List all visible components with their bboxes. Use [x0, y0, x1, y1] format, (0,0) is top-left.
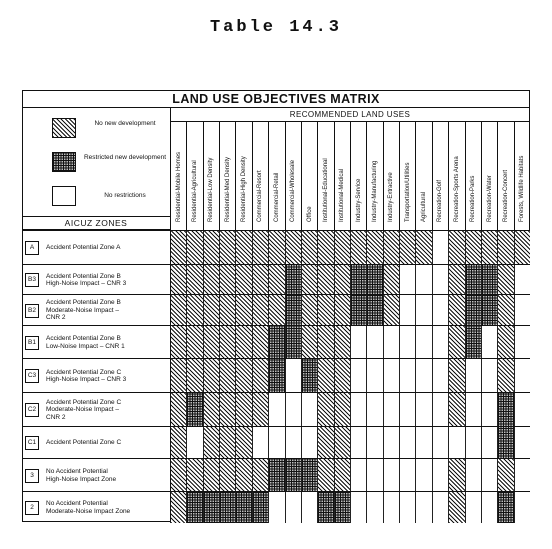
matrix-cell: [252, 326, 268, 359]
matrix-cell: [481, 427, 497, 459]
matrix-cell: [366, 427, 382, 459]
matrix-cell: [252, 427, 268, 459]
matrix-cell: [268, 326, 284, 359]
matrix-cell: [285, 427, 301, 459]
matrix-cell: [317, 265, 333, 295]
land-use-label: Residential-High Density: [241, 156, 248, 222]
matrix-cell: [448, 265, 464, 295]
land-use-label: Office: [306, 206, 313, 222]
matrix-cell: [465, 326, 481, 359]
matrix-cell: [235, 459, 251, 492]
matrix-cell: [334, 265, 350, 295]
matrix-cell: [334, 393, 350, 427]
matrix-cell: [481, 295, 497, 326]
matrix-cell: [481, 326, 497, 359]
matrix-cell: [334, 359, 350, 393]
legend-item-restricted: [52, 150, 170, 176]
matrix-cell: [383, 231, 399, 265]
matrix-cell: [383, 393, 399, 427]
matrix-cell: [497, 393, 513, 427]
zone-row: [22, 230, 530, 264]
matrix-cell: [203, 393, 219, 427]
matrix-cell: [235, 326, 251, 359]
matrix-cell: [399, 427, 415, 459]
matrix-cell: [285, 459, 301, 492]
zone-code: C3: [25, 369, 39, 383]
land-use-label: Transportation/Utilities: [404, 162, 411, 222]
matrix-cell: [399, 295, 415, 326]
matrix-cell: [432, 231, 448, 265]
matrix-cell: [301, 459, 317, 492]
matrix-cell: [448, 492, 464, 523]
matrix-cell: [383, 459, 399, 492]
legend-label: Restricted new development: [83, 154, 166, 161]
zone-code: C2: [25, 403, 39, 417]
matrix-cell: [203, 265, 219, 295]
land-use-header: [350, 122, 366, 230]
matrix-cell: [170, 393, 186, 427]
matrix-cell: [432, 427, 448, 459]
matrix-cell: [399, 231, 415, 265]
matrix-cell: [432, 492, 448, 523]
zone-cells: [170, 359, 530, 393]
legend-item-no-restrictions: [52, 184, 170, 210]
matrix-cell: [285, 359, 301, 393]
matrix-cell: [219, 393, 235, 427]
matrix-cell: [366, 326, 382, 359]
matrix-cell: [186, 265, 202, 295]
land-use-label: Recreation-Parks: [470, 175, 477, 222]
matrix-cell: [268, 459, 284, 492]
matrix-cell: [252, 231, 268, 265]
zone-cells: [170, 492, 530, 523]
matrix-cell: [514, 492, 530, 523]
matrix-cell: [514, 231, 530, 265]
land-use-header: [481, 122, 497, 230]
matrix-cell: [170, 459, 186, 492]
matrix-cell: [432, 393, 448, 427]
land-use-header: [415, 122, 431, 230]
matrix-cell: [285, 295, 301, 326]
matrix-cell: [219, 459, 235, 492]
matrix-cell: [317, 295, 333, 326]
matrix-cell: [186, 427, 202, 459]
land-use-label: Residential-Low Density: [208, 157, 215, 222]
legend-label: No new development: [94, 120, 156, 127]
matrix-cell: [465, 359, 481, 393]
zone-label: Accident Potential Zone A: [46, 244, 121, 252]
matrix-cell: [219, 265, 235, 295]
matrix-cell: [350, 459, 366, 492]
matrix-cell: [415, 326, 431, 359]
zone-cells: [170, 427, 530, 459]
matrix-cell: [383, 295, 399, 326]
zone-label: Accident Potential Zone C: [46, 439, 122, 447]
matrix-cell: [366, 393, 382, 427]
matrix-cell: [465, 393, 481, 427]
matrix-cell: [497, 459, 513, 492]
land-use-header: [334, 122, 350, 230]
matrix-cell: [448, 326, 464, 359]
matrix-cell: [203, 231, 219, 265]
matrix-cell: [514, 459, 530, 492]
matrix-cell: [252, 295, 268, 326]
zone-row: [22, 392, 530, 426]
land-use-label: Commercial-Retail: [273, 172, 280, 222]
land-use-header: [170, 122, 186, 230]
zone-cells: [170, 295, 530, 326]
matrix-cell: [366, 492, 382, 523]
matrix-cell: [285, 492, 301, 523]
matrix-cell: [415, 295, 431, 326]
matrix-cell: [415, 265, 431, 295]
matrix-cell: [252, 459, 268, 492]
zone-row: [22, 458, 530, 491]
matrix-cell: [366, 295, 382, 326]
matrix-cell: [399, 492, 415, 523]
land-use-header: [186, 122, 202, 230]
zone-code: B3: [25, 273, 39, 287]
matrix-cell: [350, 326, 366, 359]
matrix-cell: [350, 359, 366, 393]
matrix-cell: [481, 359, 497, 393]
land-use-label: Agricultural: [421, 191, 428, 222]
matrix-cell: [383, 265, 399, 295]
matrix-cell: [432, 359, 448, 393]
matrix-cell: [268, 359, 284, 393]
matrix-cell: [432, 459, 448, 492]
land-use-header: [514, 122, 530, 230]
matrix-cell: [399, 326, 415, 359]
matrix-cell: [219, 427, 235, 459]
land-use-header: [366, 122, 382, 230]
matrix-cell: [432, 326, 448, 359]
land-use-label: Recreation-Concert: [502, 169, 509, 222]
legend-item-no-new-development: [52, 116, 170, 142]
land-use-header: [301, 122, 317, 230]
matrix-cell: [350, 427, 366, 459]
zone-code: A: [25, 241, 39, 255]
matrix-cell: [186, 231, 202, 265]
land-use-label: Industry-Extractive: [388, 172, 395, 222]
matrix-cell: [285, 326, 301, 359]
land-use-label: Institutional-Educational: [322, 158, 329, 222]
land-use-header: [235, 122, 251, 230]
zone-code: 3: [25, 469, 39, 483]
matrix-cell: [219, 359, 235, 393]
matrix-cell: [170, 231, 186, 265]
land-use-header: [448, 122, 464, 230]
matrix-cell: [399, 265, 415, 295]
matrix-cell: [170, 427, 186, 459]
matrix-cell: [317, 231, 333, 265]
zone-cells: [170, 459, 530, 492]
matrix-cell: [350, 393, 366, 427]
zone-row: [22, 358, 530, 392]
matrix-cell: [481, 492, 497, 523]
matrix-cell: [465, 427, 481, 459]
zone-code: C1: [25, 436, 39, 450]
matrix-cell: [497, 295, 513, 326]
land-use-header: [285, 122, 301, 230]
matrix-cell: [268, 265, 284, 295]
matrix-cell: [497, 427, 513, 459]
matrix-cell: [219, 295, 235, 326]
matrix-cell: [465, 459, 481, 492]
matrix-cell: [350, 295, 366, 326]
land-use-header: [252, 122, 268, 230]
matrix-cell: [465, 492, 481, 523]
matrix-cell: [219, 326, 235, 359]
zone-label: Accident Potential Zone B Low-Noise Impact – CNR 1: [46, 335, 125, 350]
land-use-label: Institutional-Medical: [339, 168, 346, 222]
matrix-cell: [301, 326, 317, 359]
land-use-header: [317, 122, 333, 230]
land-use-header: [383, 122, 399, 230]
matrix-cell: [465, 295, 481, 326]
matrix-cell: [497, 359, 513, 393]
legend-swatch-restricted: [52, 152, 76, 172]
matrix-cell: [186, 459, 202, 492]
matrix-cell: [317, 359, 333, 393]
matrix-cell: [350, 265, 366, 295]
matrix-cell: [219, 492, 235, 523]
matrix-cell: [203, 459, 219, 492]
matrix-cell: [186, 359, 202, 393]
zone-cells: [170, 326, 530, 359]
matrix-cell: [301, 393, 317, 427]
matrix-cell: [170, 326, 186, 359]
matrix-cell: [497, 326, 513, 359]
matrix-cell: [170, 359, 186, 393]
land-use-label: Recreation-Sports Arena: [453, 156, 460, 222]
page-title: Table 14.3: [209, 18, 343, 37]
zone-row: [22, 264, 530, 294]
matrix-cell: [203, 492, 219, 523]
matrix-cell: [268, 427, 284, 459]
matrix-cell: [497, 492, 513, 523]
matrix-cell: [186, 492, 202, 523]
matrix-cell: [399, 359, 415, 393]
matrix-cell: [415, 359, 431, 393]
matrix-cell: [481, 265, 497, 295]
land-use-header: [268, 122, 284, 230]
land-use-label: Forests, Wildlife Habitats: [519, 155, 526, 222]
zone-row: [22, 491, 530, 522]
matrix-cell: [514, 427, 530, 459]
matrix-cell: [235, 393, 251, 427]
matrix-cell: [252, 359, 268, 393]
zone-row: [22, 294, 530, 325]
matrix-cell: [350, 231, 366, 265]
matrix-cell: [317, 427, 333, 459]
matrix-cell: [285, 393, 301, 427]
land-use-header: [203, 122, 219, 230]
matrix-cell: [514, 393, 530, 427]
zone-row: [22, 325, 530, 358]
matrix-cell: [268, 492, 284, 523]
matrix-cell: [301, 265, 317, 295]
zone-code: B1: [25, 336, 39, 350]
land-use-label: Residential-Agricultural: [192, 160, 199, 222]
matrix-cell: [415, 393, 431, 427]
matrix-cell: [448, 459, 464, 492]
matrix-cell: [252, 265, 268, 295]
matrix-cell: [317, 492, 333, 523]
zones-heading: AICUZ ZONES: [22, 216, 170, 230]
matrix-cell: [448, 231, 464, 265]
matrix-cell: [481, 459, 497, 492]
matrix-cell: [203, 427, 219, 459]
matrix-cell: [235, 492, 251, 523]
legend: [22, 108, 170, 216]
land-use-header: [399, 122, 415, 230]
matrix-cell: [514, 359, 530, 393]
matrix-cell: [252, 492, 268, 523]
matrix-cell: [301, 359, 317, 393]
matrix-cell: [317, 393, 333, 427]
land-uses-heading: RECOMMENDED LAND USES: [170, 108, 530, 122]
matrix-cell: [219, 231, 235, 265]
matrix-cell: [301, 427, 317, 459]
matrix-cell: [170, 265, 186, 295]
matrix-cell: [448, 295, 464, 326]
matrix-cell: [399, 459, 415, 492]
land-use-label: Recreation-Water: [486, 175, 493, 222]
matrix-cell: [203, 326, 219, 359]
matrix-cell: [432, 295, 448, 326]
land-use-label: Commercial-Resort: [257, 170, 264, 222]
matrix-cell: [465, 265, 481, 295]
matrix-cell: [497, 265, 513, 295]
matrix-cell: [252, 393, 268, 427]
matrix-cell: [235, 427, 251, 459]
matrix-cell: [170, 492, 186, 523]
matrix-cell: [481, 231, 497, 265]
zone-cells: [170, 265, 530, 295]
matrix-cell: [399, 393, 415, 427]
zone-cells: [170, 393, 530, 427]
matrix-cell: [334, 492, 350, 523]
matrix-cell: [448, 393, 464, 427]
matrix-cell: [186, 393, 202, 427]
matrix-cell: [383, 359, 399, 393]
matrix-cell: [415, 492, 431, 523]
legend-swatch-no-new: [52, 118, 76, 138]
land-use-header: [219, 122, 235, 230]
matrix-cell: [268, 393, 284, 427]
matrix-cell: [186, 326, 202, 359]
matrix-cell: [514, 326, 530, 359]
matrix-cell: [497, 231, 513, 265]
matrix-cell: [235, 359, 251, 393]
matrix-title: LAND USE OBJECTIVES MATRIX: [22, 90, 530, 108]
matrix-cell: [481, 393, 497, 427]
land-use-header: [465, 122, 481, 230]
land-use-label: Recreation-Golf: [437, 179, 444, 222]
matrix-cell: [448, 359, 464, 393]
matrix-cell: [514, 265, 530, 295]
matrix-cell: [301, 295, 317, 326]
zone-code: 2: [25, 501, 39, 515]
zone-cells: [170, 231, 530, 265]
matrix-cell: [203, 295, 219, 326]
matrix-cell: [268, 231, 284, 265]
matrix-cell: [301, 231, 317, 265]
matrix-cell: [465, 231, 481, 265]
matrix-cell: [235, 295, 251, 326]
matrix-cell: [317, 326, 333, 359]
matrix-cell: [448, 427, 464, 459]
land-use-label: Industry-Manufacturing: [372, 160, 379, 222]
legend-swatch-open: [52, 186, 76, 206]
matrix-cell: [366, 231, 382, 265]
legend-label: No restrictions: [104, 192, 146, 199]
land-use-column-headers: [170, 122, 530, 230]
matrix-cell: [383, 326, 399, 359]
zone-code: B2: [25, 304, 39, 318]
land-use-label: Commercial-Wholesale: [290, 159, 297, 222]
matrix-cell: [203, 359, 219, 393]
matrix-cell: [170, 295, 186, 326]
matrix-cell: [285, 265, 301, 295]
matrix-cell: [366, 359, 382, 393]
matrix-cell: [383, 427, 399, 459]
matrix-cell: [415, 427, 431, 459]
matrix-cell: [350, 492, 366, 523]
matrix-cell: [432, 265, 448, 295]
matrix-cell: [301, 492, 317, 523]
zone-label: No Accident Potential Moderate-Noise Impact Zone: [46, 500, 131, 515]
matrix-cell: [415, 231, 431, 265]
matrix-cell: [317, 459, 333, 492]
land-use-header: [432, 122, 448, 230]
divider: [170, 108, 171, 522]
matrix-cell: [235, 231, 251, 265]
matrix-cell: [186, 295, 202, 326]
matrix-cell: [366, 265, 382, 295]
matrix-cell: [334, 295, 350, 326]
matrix-cell: [366, 459, 382, 492]
zone-label: Accident Potential Zone B Moderate-Noise Impact – CNR 2: [46, 299, 121, 322]
zone-label: No Accident Potential High-Noise Impact Zone: [46, 468, 117, 483]
land-use-label: Residential-Mobile Homes: [175, 151, 182, 222]
zone-row: [22, 426, 530, 458]
matrix-cell: [285, 231, 301, 265]
land-use-label: Industry-Service: [355, 178, 362, 222]
land-use-header: [497, 122, 513, 230]
matrix-cell: [235, 265, 251, 295]
matrix-cell: [334, 326, 350, 359]
land-use-label: Residential-Med Density: [224, 156, 231, 222]
zone-label: Accident Potential Zone C Moderate-Noise Impact – CNR 2: [46, 398, 122, 421]
zone-label: Accident Potential Zone B High-Noise Impact – CNR 3: [46, 272, 127, 287]
matrix-cell: [334, 231, 350, 265]
zone-label: Accident Potential Zone C High-Noise Impact – CNR 3: [46, 368, 127, 383]
matrix-cell: [334, 459, 350, 492]
matrix-cell: [415, 459, 431, 492]
matrix-cell: [268, 295, 284, 326]
matrix-cell: [334, 427, 350, 459]
matrix-cell: [383, 492, 399, 523]
matrix-cell: [514, 295, 530, 326]
